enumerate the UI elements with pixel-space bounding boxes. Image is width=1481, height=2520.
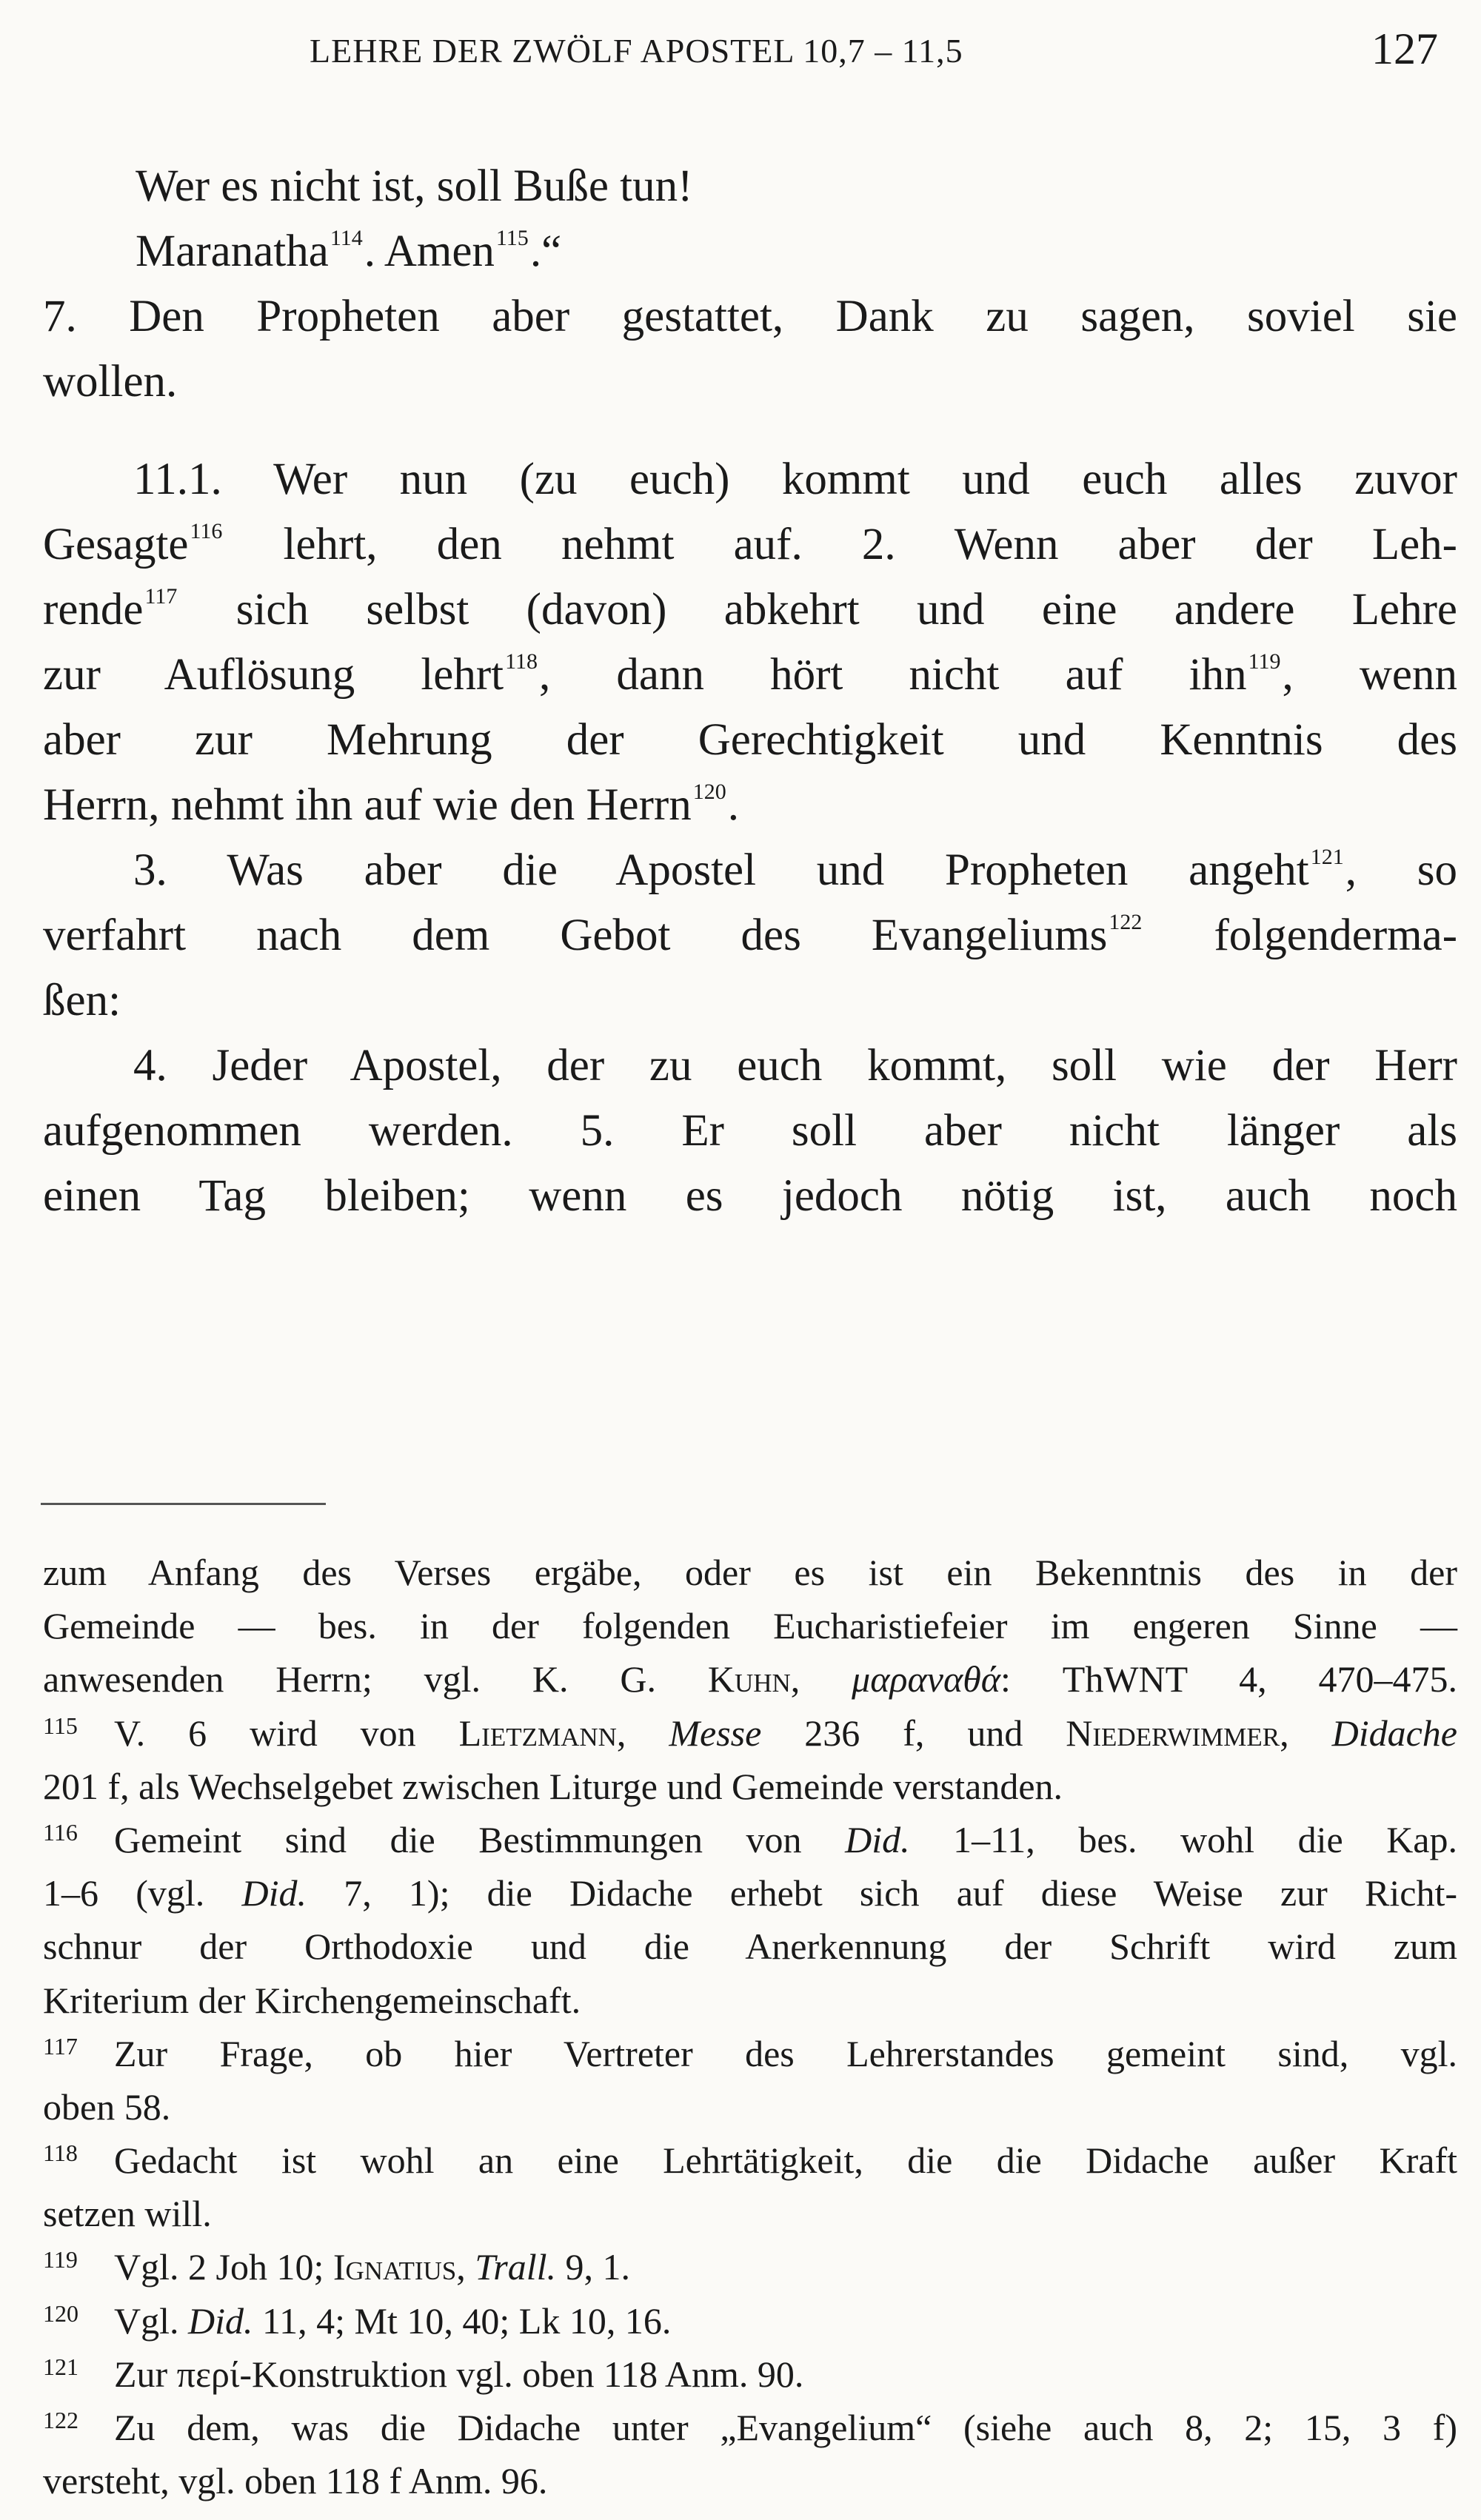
text-line: ßen: (43, 976, 121, 1025)
text-line: Wer es nicht ist, soll Buße tun! (136, 161, 693, 211)
footnote-ref[interactable]: 115 (495, 226, 529, 250)
footnote-116: 116 Gemeint sind die Bestimmungen von Did. 1–11, bes. wohl die Kap. (43, 1818, 1457, 1860)
footnote-118: 118 Gedacht ist wohl an eine Lehrtätigkeit, die die Didache außer Kraft (43, 2139, 1457, 2182)
text-line: rende$^{117}$ sich selbst (davon) abkehrt und eine andere Lehre (43, 584, 1457, 634)
footnote-120: 120 Vgl. Did. 11, 4; Mt 10, 40; Lk 10, 16. (43, 2299, 672, 2342)
text-line: Herrn, nehmt ihn auf wie den Herrn$^{120}$. (43, 780, 739, 830)
footnote-ref[interactable]: 122 (1109, 910, 1143, 934)
footnote-ref[interactable]: 120 (692, 780, 726, 804)
main-text (43, 154, 1457, 1229)
footnote-ref[interactable]: 116 (190, 519, 223, 543)
footnote-line: 201 f, als Wechselgebet zwischen Liturge und Gemeinde verstanden. (43, 1765, 1063, 1807)
footnote-line: versteht, vgl. oben 118 f Anm. 96. (43, 2460, 548, 2502)
text-line: 11.1. Wer nun (zu euch) kommt und euch alles zuvor (133, 455, 1457, 504)
footnotes (43, 1546, 1457, 2507)
text-line: verfahrt nach dem Gebot des Evangeliums$^{122}$ folgenderma- (43, 910, 1458, 960)
footnote-ref[interactable]: 117 (144, 584, 178, 609)
footnote-line: anwesenden Herrn; vgl. K. G. Kuhn, μαραναθά: ThWNT 4, 470–475. (43, 1658, 1458, 1700)
footnote-line: oben 58. (43, 2085, 171, 2128)
footnote-ref[interactable]: 114 (330, 226, 363, 250)
footnote-ref[interactable]: 121 (1310, 845, 1344, 869)
footnote-line: setzen will. (43, 2193, 212, 2235)
footnote-115: 115 V. 6 wird von Lietzmann, Messe 236 f, und Niederwimmer, Didache (43, 1712, 1457, 1754)
text-line: wollen. (43, 357, 178, 406)
text-line: zur Auflösung lehrt$^{118}$, dann hört nicht auf ihn$^{119}$, wenn (43, 649, 1457, 700)
text-line: 7. Den Propheten aber gestattet, Dank zu sagen, soviel sie (43, 292, 1457, 341)
text-line: 4. Jeder Apostel, der zu euch kommt, soll wie der Herr (133, 1041, 1457, 1090)
text-line: einen Tag bleiben; wenn es jedoch nötig ist, auch noch (43, 1171, 1457, 1221)
footnote-line: Kriterium der Kirchengemeinschaft. (43, 1979, 581, 2021)
footnote-line: schnur der Orthodoxie und die Anerkennung der Schrift wird zum (43, 1926, 1457, 1968)
running-title: LEHRE DER ZWÖLF APOSTEL 10,7 – 11,5 (310, 32, 963, 70)
text-line: aufgenommen werden. 5. Er soll aber nicht länger als (43, 1106, 1457, 1156)
footnote-122: 122 Zu dem, was die Didache unter „Evangelium“ (siehe auch 8, 2; 15, 3 f) (43, 2407, 1457, 2448)
footnote-line: 1–6 (vgl. Did. 7, 1); die Didache erhebt sich auf diese Weise zur Richt- (43, 1872, 1457, 1914)
footnote-ref[interactable]: 118 (505, 649, 538, 674)
page-number: 127 (1371, 24, 1438, 73)
greek-term: μαραναθά (852, 1658, 1001, 1700)
author-name: Kuhn (707, 1658, 791, 1700)
text-line: aber zur Mehrung der Gerechtigkeit und Kenntnis des (43, 715, 1457, 765)
footnote-117: 117 Zur Frage, ob hier Vertreter des Lehrerstandes gemeint sind, vgl. (43, 2032, 1457, 2074)
text-line: Gesagte$^{116}$ lehrt, den nehmt auf. 2. Wenn aber der Leh- (43, 519, 1457, 569)
footnote-line: Gemeinde — bes. in der folgenden Eucharistiefeier im engeren Sinne — (43, 1605, 1457, 1647)
footnote-ref[interactable]: 119 (1248, 649, 1281, 674)
footnote-divider (41, 1503, 326, 1505)
footnote-line: zum Anfang des Verses ergäbe, oder es ist ein Bekenntnis des in der (43, 1552, 1457, 1593)
footnote-121: 121 Zur περί-Konstruktion vgl. oben 118 Anm. 90. (43, 2353, 804, 2395)
text-line: 3. Was aber die Apostel und Propheten angeht$^{121}$, so (133, 845, 1457, 895)
greek-term: περί (176, 2353, 240, 2395)
running-header (0, 24, 1481, 83)
footnote-119: 119 Vgl. 2 Joh 10; Ignatius, Trall. 9, 1. (43, 2246, 631, 2288)
text-line: Maranatha$^{114}$. Amen$^{115}$.“ (136, 226, 562, 276)
